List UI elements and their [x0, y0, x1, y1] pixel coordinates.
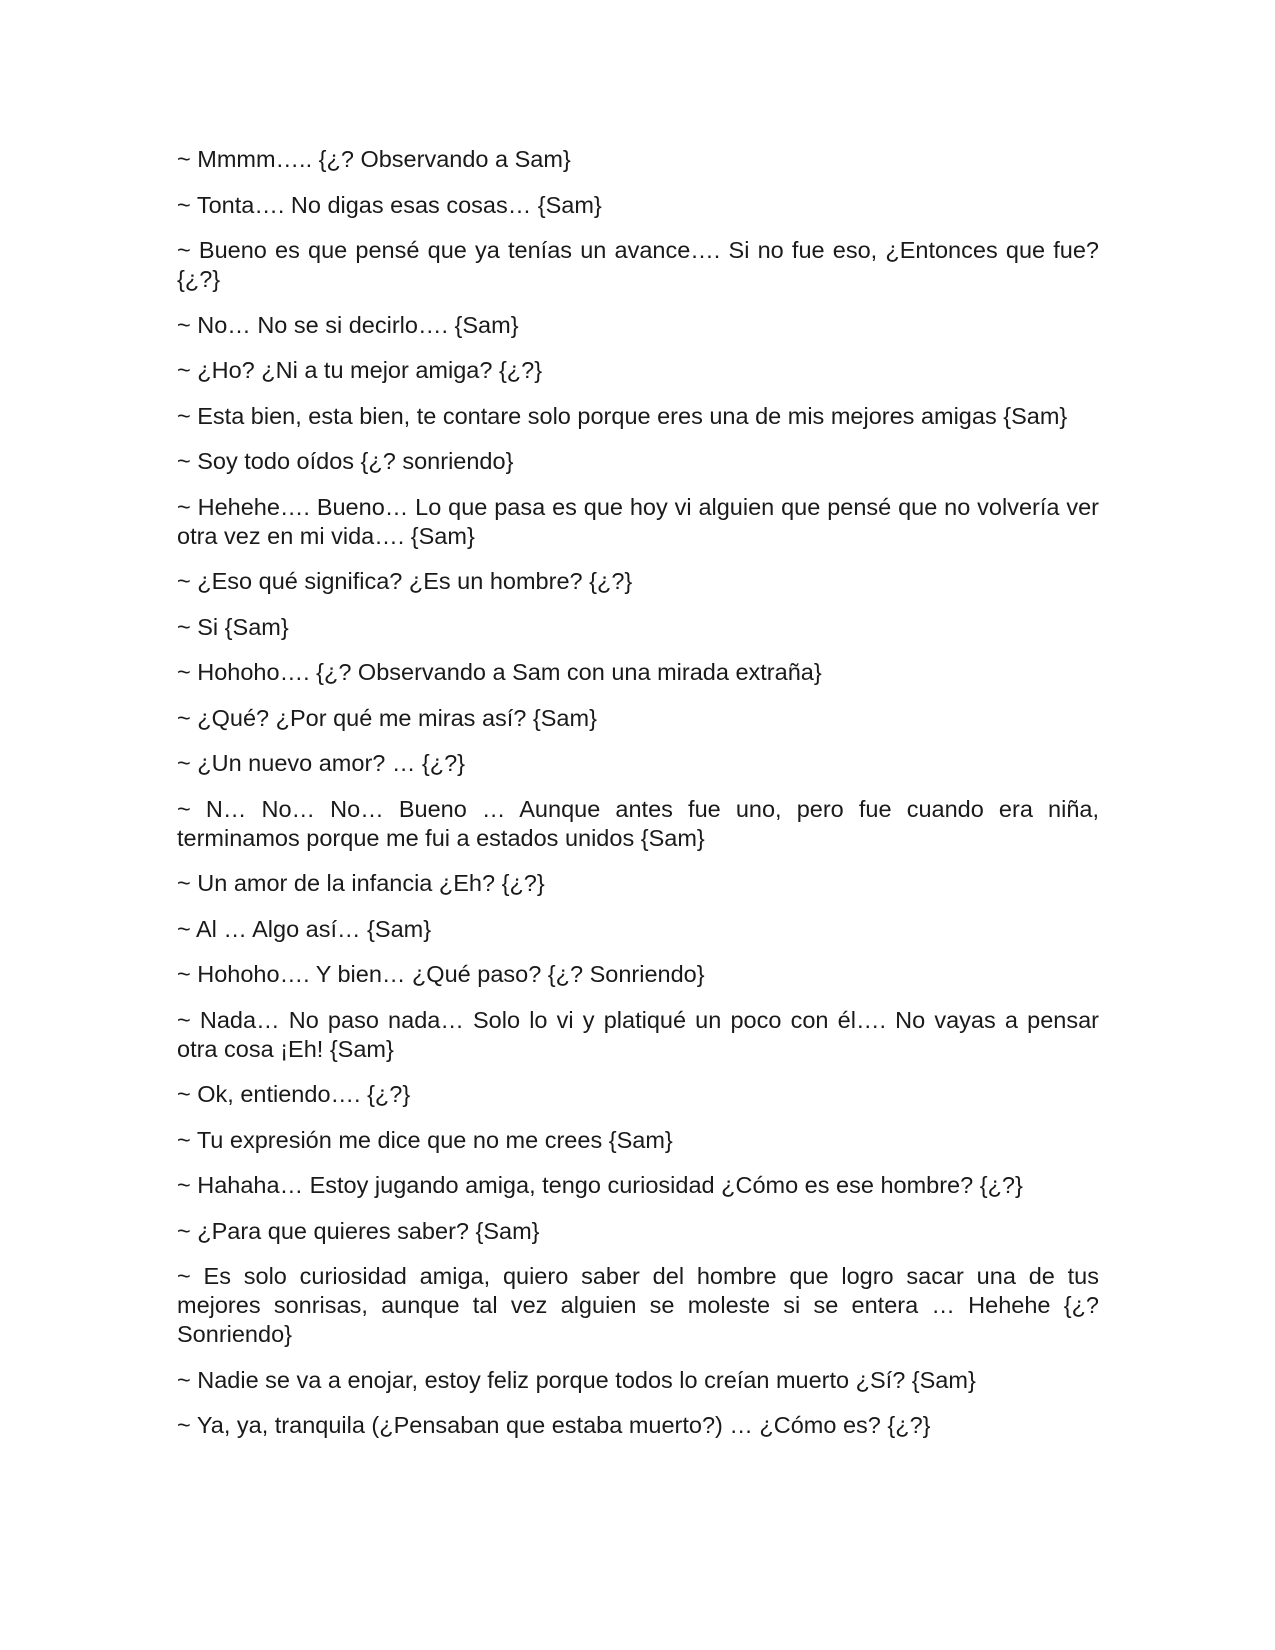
- dialogue-line: ~ Soy todo oídos {¿? sonriendo}: [177, 448, 514, 474]
- dialogue-line: ~ Un amor de la infancia ¿Eh? {¿?}: [177, 870, 545, 896]
- dialogue-line: ~ Hehehe…. Bueno… Lo que pasa es que hoy vi alguien que pensé que no volvería ver otra vez en mi vida…. {Sam}: [177, 493, 1099, 549]
- dialogue-line: ~ Tu expresión me dice que no me crees {Sam}: [177, 1126, 673, 1153]
- dialogue-line: ~ Tonta…. No digas esas cosas… {Sam}: [177, 191, 602, 218]
- dialogue-line: ~ Hohoho…. {¿? Observando a Sam con una mirada extraña}: [177, 659, 822, 685]
- dialogue-line: ~ Hahaha… Estoy jugando amiga, tengo curiosidad ¿Cómo es ese hombre? {¿?}: [177, 1172, 1023, 1198]
- dialogue-line: ~ N… No… No… Bueno … Aunque antes fue uno, pero fue cuando era niña, terminamos porque me fui a estados unidos {Sam}: [177, 795, 1099, 851]
- dialogue-text: [177, 145, 1099, 1457]
- dialogue-line: ~ Mmmm….. {¿? Observando a Sam}: [177, 146, 571, 172]
- dialogue-line: ~ Ok, entiendo…. {¿?}: [177, 1081, 411, 1107]
- dialogue-line: ~ Ya, ya, tranquila (¿Pensaban que estaba muerto?) … ¿Cómo es? {¿?}: [177, 1412, 931, 1438]
- dialogue-line: ~ Es solo curiosidad amiga, quiero saber del hombre que logro sacar una de tus mejores sonrisas, aunque tal vez alguien se moleste si se entera … Hehehe {¿? Sonriendo}: [177, 1263, 1099, 1347]
- dialogue-line: ~ ¿Un nuevo amor? … {¿?}: [177, 750, 466, 776]
- dialogue-line: ~ Nada… No paso nada… Solo lo vi y platiqué un poco con él…. No vayas a pensar otra cosa ¡Eh! {Sam}: [177, 1006, 1099, 1062]
- dialogue-line: ~ ¿Ho? ¿Ni a tu mejor amiga? {¿?}: [177, 357, 543, 383]
- dialogue-line: ~ No… No se si decirlo…. {Sam}: [177, 311, 519, 338]
- dialogue-line: ~ Nadie se va a enojar, estoy feliz porque todos lo creían muerto ¿Sí? {Sam}: [177, 1366, 976, 1393]
- dialogue-line: ~ ¿Qué? ¿Por qué me miras así? {Sam}: [177, 704, 597, 731]
- dialogue-line: ~ Hohoho…. Y bien… ¿Qué paso? {¿? Sonriendo}: [177, 961, 705, 987]
- dialogue-line: ~ Bueno es que pensé que ya tenías un avance…. Si no fue eso, ¿Entonces que fue? {¿?}: [177, 237, 1099, 292]
- dialogue-line: ~ Esta bien, esta bien, te contare solo porque eres una de mis mejores amigas {Sam}: [177, 402, 1068, 429]
- dialogue-line: ~ ¿Eso qué significa? ¿Es un hombre? {¿?}: [177, 568, 633, 594]
- dialogue-line: ~ Si {Sam}: [177, 613, 289, 640]
- dialogue-line: ~ ¿Para que quieres saber? {Sam}: [177, 1217, 540, 1244]
- dialogue-line: ~ Al … Algo así… {Sam}: [177, 915, 432, 942]
